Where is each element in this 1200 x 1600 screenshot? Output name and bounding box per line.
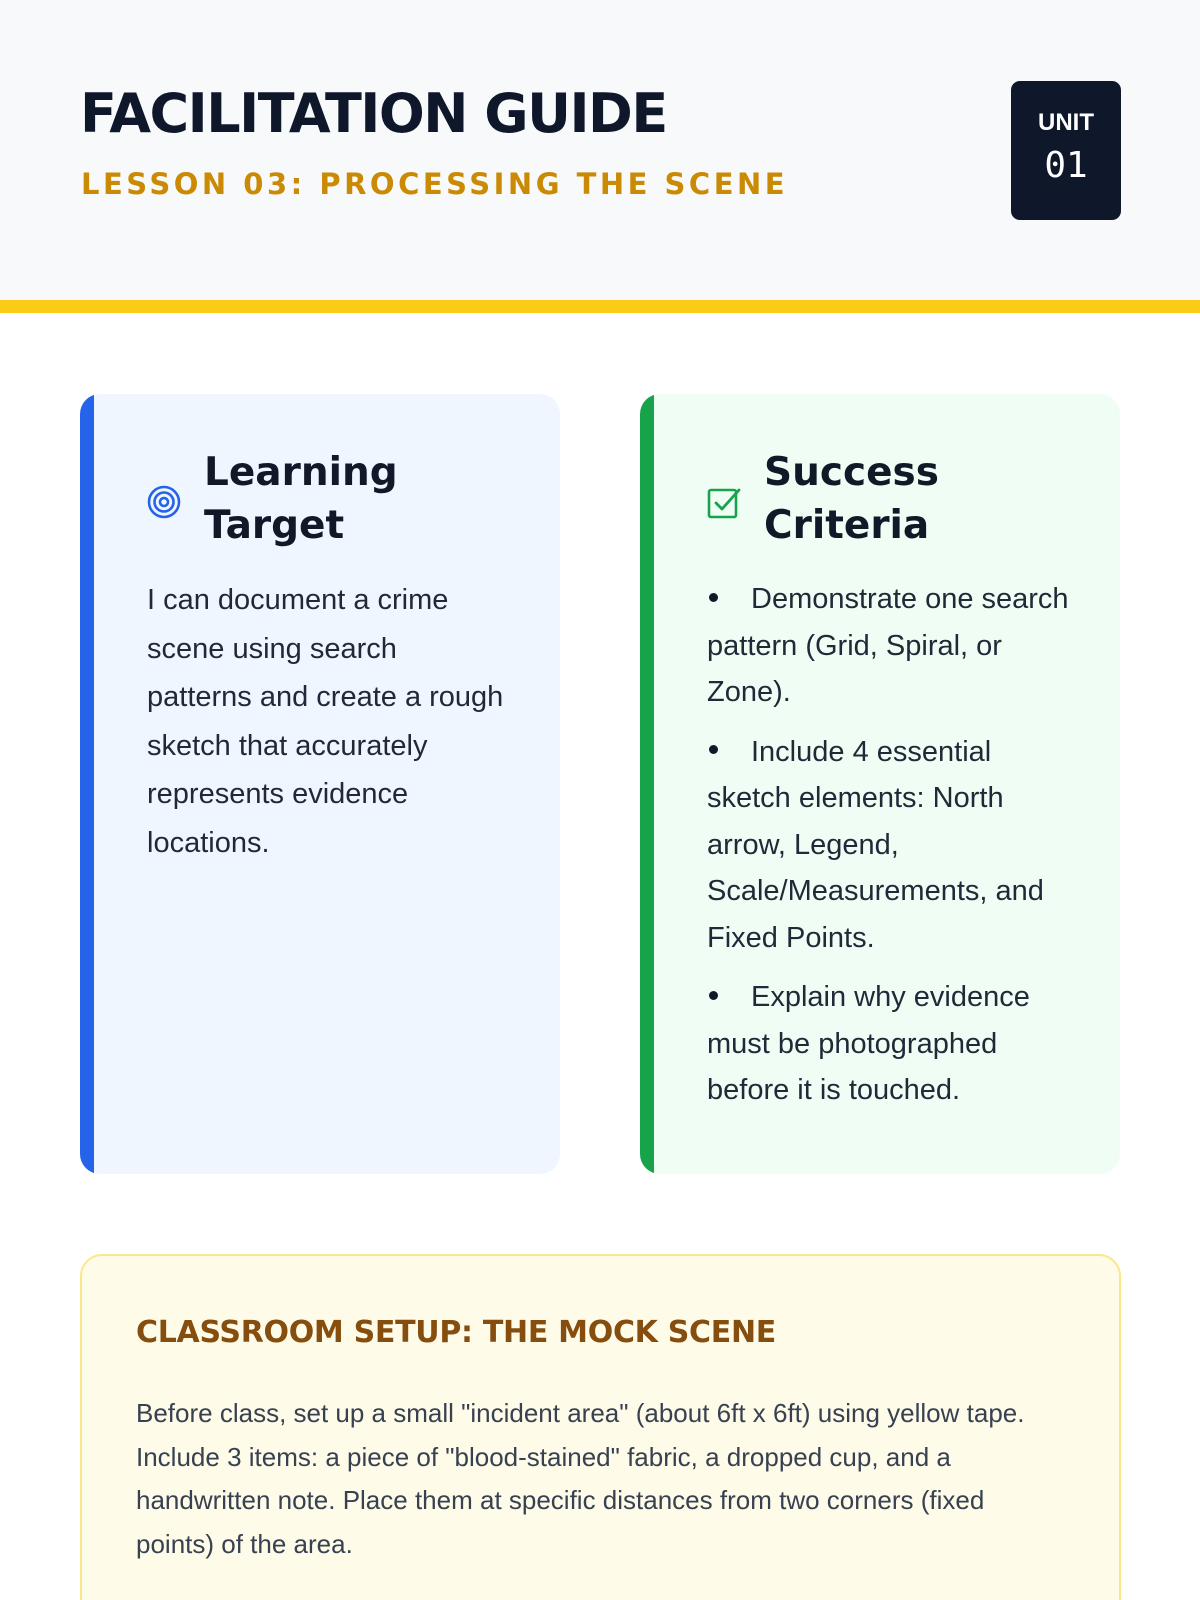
list-item: Include 4 essential sketch elements: North arrow, Legend, Scale/Measurements, and Fixed Points. [707, 729, 1077, 962]
target-icon [146, 484, 182, 520]
success-criteria-card [640, 394, 1120, 1174]
unit-badge [1011, 81, 1121, 220]
list-item: Explain why evidence must be photographed before it is touched. [707, 974, 1077, 1114]
setup-text: Before class, set up a small "incident area" (about 6ft x 6ft) using yellow tape. Include 3 items: a piece of "blood-stained" fabric, a dropped cup, and a handwritten note. Place them at specific distances from two corners (fixed points) of the area. [136, 1398, 1025, 1559]
setup-heading: CLASSROOM SETUP: THE MOCK SCENE [136, 1315, 776, 1350]
learning-target-heading: Learning Target [204, 450, 398, 548]
card-accent-bar [80, 394, 94, 1174]
learning-target-text: I can document a crime scene using search patterns and create a rough sketch that accurately represents evidence locations. [147, 584, 504, 859]
unit-number: 01 [1044, 145, 1088, 186]
list-item: Demonstrate one search pattern (Grid, Spiral, or Zone). [707, 576, 1077, 716]
lesson-subtitle: LESSON 03: PROCESSING THE SCENE [81, 167, 789, 201]
card-accent-bar [640, 394, 654, 1174]
success-criteria-heading: Success Criteria [764, 450, 939, 548]
learning-target-card [80, 394, 560, 1174]
unit-label: UNIT [1038, 109, 1094, 136]
header-divider [0, 300, 1200, 313]
checkbox-icon [706, 484, 742, 520]
criteria-list [707, 576, 1077, 1127]
classroom-setup-box [80, 1254, 1121, 1600]
page-header [0, 0, 1200, 300]
page-title: FACILITATION GUIDE [80, 82, 667, 145]
